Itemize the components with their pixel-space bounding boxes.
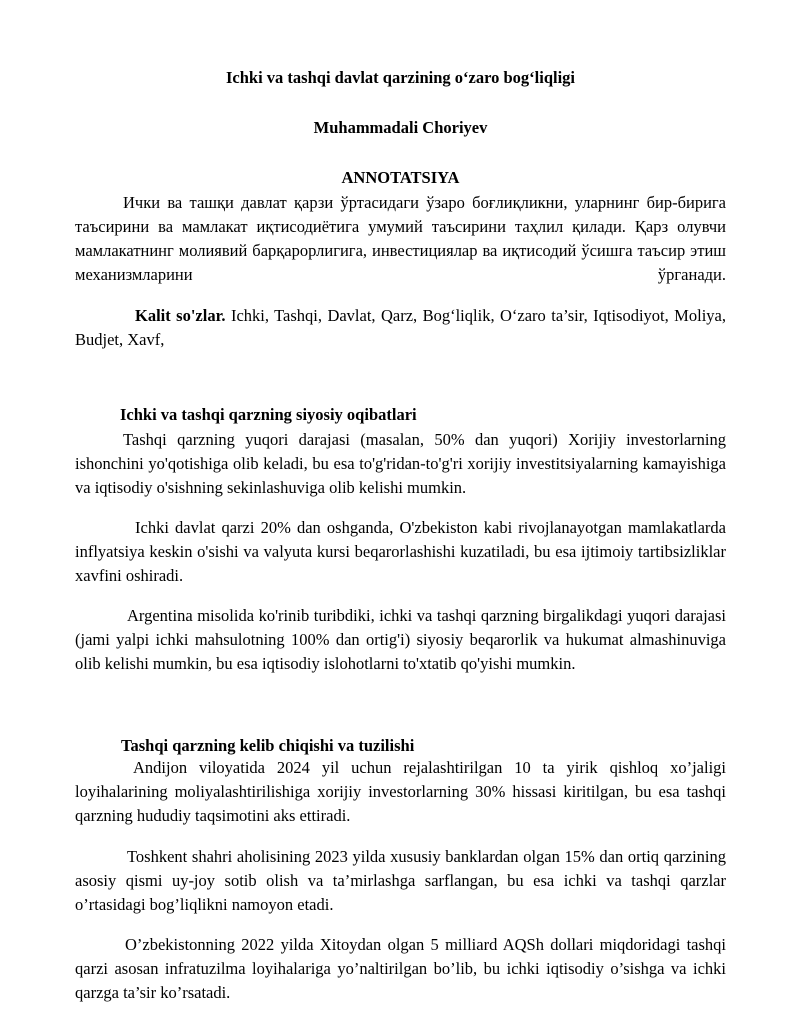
document-author: Muhammadali Choriyev: [313, 118, 488, 137]
keywords-paragraph: [75, 304, 726, 352]
section-paragraph: Argentina misolida ko'rinib turibdiki, ichki va tashqi qarzning birgalikdagi yuqori darajasi (jami yalpi ichki mahsulotning 100% dan ortig'i) siyosiy beqarorlik va hukumat almashinuviga olib kelishi mumkin, bu esa iqtisodiy islohotlarni to'xtatib qo'yishi mumkin.: [75, 606, 726, 673]
abstract-heading: ANNOTATSIYA: [341, 168, 460, 187]
document-title: Ichki va tashqi davlat qarzining o‘zaro bog‘liqligi: [226, 68, 575, 87]
section-paragraph: Andijon viloyatida 2024 yil uchun rejalashtirilgan 10 ta yirik qishloq xo’jaligi loyihalarining moliyalashtirilishiga xorijiy investorlarning 30% hissasi kiritilgan, bu esa tashqi qarzning hududiy taqsimotini aks ettiradi.: [75, 758, 726, 825]
section-paragraph: Tashqi qarzning yuqori darajasi (masalan, 50% dan yuqori) Xorijiy investorlarning ishonchini yo'qotishiga olib keladi, bu esa to'g'ridan-to'g'ri xorijiy investitsiyalarning kamayishiga va iqtisodiy o'sishning sekinlashuviga olib kelishi mumkin.: [75, 430, 726, 497]
keywords-label: Kalit so'zlar.: [135, 306, 226, 325]
section-heading-political-consequences: Ichki va tashqi qarzning siyosiy oqibatlari: [120, 405, 417, 424]
abstract-paragraph: Ички ва ташқи давлат қарзи ўртасидаги ўзаро боғлиқликни, уларнинг бир-бирига таъсирини ва мамлакат иқтисодиётига умумий таъсирини таҳлил қилади. Қарз олувчи мамлакатнинг молиявий барқарорлигига, инвестициялар ва иқтисодий ўсишга таъсир этиш механизмларини ўрганади.: [75, 193, 726, 284]
section-heading-origin-structure: Tashqi qarzning kelib chiqishi va tuzilishi: [121, 736, 415, 755]
keywords-list: Ichki, Tashqi, Davlat, Qarz, Bog‘liqlik, O‘zaro ta’sir, Iqtisodiyot, Moliya, Budjet, Xavf,: [75, 306, 726, 349]
section-paragraph: Toshkent shahri aholisining 2023 yilda xususiy banklardan olgan 15% dan ortiq qarzining asosiy qismi uy-joy sotib olish va ta’mirlashga sarflangan, bu esa ichki va tashqi qarzlar o’rtasidagi bog’liqlikni namoyon etadi.: [75, 847, 726, 914]
section-paragraph: O’zbekistonning 2022 yilda Xitoydan olgan 5 milliard AQSh dollari miqdoridagi tashqi qarzi asosan infratuzilma loyihalariga yo’naltirilgan bo’lib, bu ichki iqtisodiy o’sishga va ichki qarzga ta’sir ko’rsatadi.: [75, 935, 726, 1002]
section-paragraph: Ichki davlat qarzi 20% dan oshganda, O'zbekiston kabi rivojlanayotgan mamlakatlarda inflyatsiya keskin o'sishi va valyuta kursi beqarorlashishi kuzatiladi, bu esa ijtimoiy tartibsizliklar xavfini oshiradi.: [75, 518, 726, 585]
